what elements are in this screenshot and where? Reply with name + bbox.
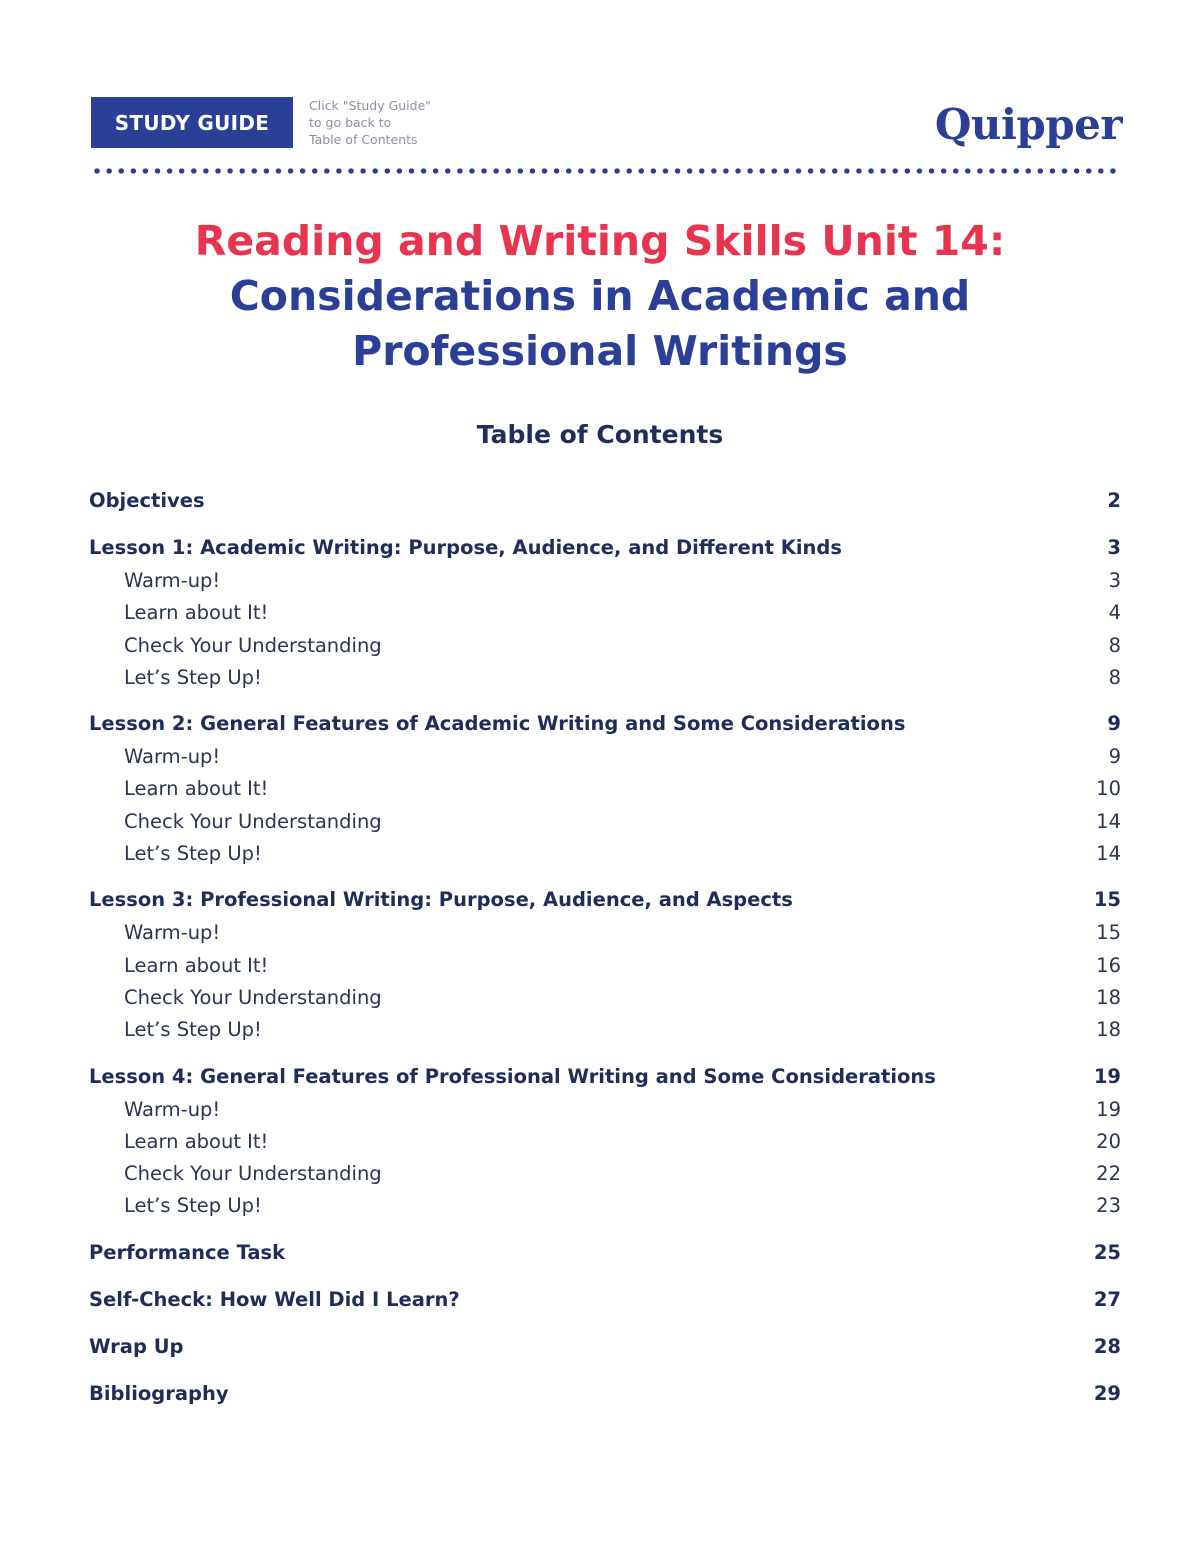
toc-entry-label: Lesson 3: Professional Writing: Purpose, Audience, and Aspects — [89, 888, 793, 912]
toc-entry-label: Lesson 4: General Features of Professional Writing and Some Considerations — [89, 1064, 936, 1088]
toc-gap — [89, 1047, 1121, 1060]
toc-entry-page: 8 — [1108, 665, 1121, 689]
toc-entry-label: Warm-up! — [124, 921, 221, 945]
toc-entry[interactable] — [89, 1060, 1121, 1094]
toc-entry-page: 19 — [1093, 1064, 1121, 1088]
quipper-logo: Quipper — [934, 100, 1122, 149]
toc-entry-page: 3 — [1107, 536, 1121, 559]
toc-subentry[interactable] — [89, 565, 1121, 597]
toc-subentry[interactable] — [89, 917, 1121, 949]
toc-entry-label: Performance Task — [89, 1240, 286, 1264]
toc-gap — [89, 1223, 1121, 1236]
toc-entry-label: Check Your Understanding — [124, 633, 382, 657]
toc-entry-label: Learn about It! — [124, 1129, 269, 1153]
toc-entry-page: 15 — [1096, 921, 1121, 945]
toc-entry-page: 9 — [1107, 712, 1121, 736]
toc-subentry[interactable] — [89, 982, 1121, 1014]
study-guide-hint — [309, 97, 479, 148]
toc-entry[interactable] — [89, 484, 1121, 518]
study-guide-button[interactable]: STUDY GUIDE — [91, 97, 293, 148]
page-title — [0, 214, 1200, 379]
toc-subentry[interactable] — [89, 950, 1121, 982]
toc-gap — [89, 870, 1121, 883]
toc-entry[interactable] — [89, 883, 1121, 917]
toc-gap — [89, 1317, 1121, 1330]
toc-entry-label: Learn about It! — [124, 953, 269, 977]
toc-gap — [89, 694, 1121, 707]
dotted-divider — [91, 168, 1122, 174]
toc-entry-page: 4 — [1108, 601, 1121, 625]
toc-heading: Table of Contents — [476, 420, 724, 449]
toc-entry-label: Objectives — [89, 489, 205, 512]
toc-entry-label: Self-Check: How Well Did I Learn? — [89, 1287, 460, 1311]
toc-entry-page: 22 — [1096, 1162, 1121, 1186]
toc-entry-label: Check Your Understanding — [124, 985, 382, 1009]
toc-subentry[interactable] — [89, 1126, 1121, 1158]
toc-entry-label: Let’s Step Up! — [124, 665, 262, 689]
title-line-2: Considerations in Academic and — [229, 272, 971, 320]
hint-line: Table of Contents — [309, 132, 418, 147]
toc-subentry[interactable] — [89, 838, 1121, 870]
toc-entry-label: Let’s Step Up! — [124, 1194, 262, 1218]
toc-entry-page: 18 — [1096, 985, 1121, 1009]
toc-subentry[interactable] — [89, 662, 1121, 694]
toc-entry-page: 8 — [1108, 633, 1121, 657]
toc-entry-page: 15 — [1093, 888, 1121, 912]
toc-entry-page: 14 — [1096, 842, 1121, 866]
toc-entry-page: 25 — [1093, 1240, 1121, 1264]
toc-entry-label: Warm-up! — [124, 1097, 221, 1121]
toc-entry-page: 14 — [1096, 809, 1121, 833]
table-of-contents — [89, 484, 1121, 1411]
toc-subentry[interactable] — [89, 1014, 1121, 1046]
toc-entry-page: 2 — [1107, 489, 1121, 512]
toc-entry-page: 16 — [1096, 953, 1121, 977]
toc-subentry[interactable] — [89, 630, 1121, 662]
toc-entry-label: Wrap Up — [89, 1334, 184, 1358]
toc-entry-page: 18 — [1096, 1018, 1121, 1042]
toc-entry-page: 27 — [1093, 1287, 1121, 1311]
toc-subentry[interactable] — [89, 1190, 1121, 1222]
toc-entry-label: Learn about It! — [124, 601, 269, 625]
toc-entry[interactable] — [89, 1283, 1121, 1317]
hint-line: to go back to — [309, 115, 392, 130]
toc-entry-label: Warm-up! — [124, 745, 221, 769]
toc-entry[interactable] — [89, 1377, 1121, 1411]
toc-entry-page: 3 — [1108, 569, 1121, 592]
toc-entry-label: Warm-up! — [124, 569, 221, 592]
toc-entry-label: Let’s Step Up! — [124, 842, 262, 866]
toc-subentry[interactable] — [89, 741, 1121, 773]
toc-gap — [89, 1270, 1121, 1283]
toc-subentry[interactable] — [89, 773, 1121, 805]
toc-entry-page: 28 — [1093, 1334, 1121, 1358]
toc-entry-label: Check Your Understanding — [124, 809, 382, 833]
toc-gap — [89, 1364, 1121, 1377]
toc-subentry[interactable] — [89, 806, 1121, 838]
toc-subentry[interactable] — [89, 1158, 1121, 1190]
toc-subentry[interactable] — [89, 597, 1121, 629]
toc-entry[interactable] — [89, 1330, 1121, 1364]
toc-entry-label: Lesson 2: General Features of Academic Writing and Some Considerations — [89, 712, 906, 736]
toc-entry[interactable] — [89, 531, 1121, 565]
toc-entry[interactable] — [89, 707, 1121, 741]
toc-entry-page: 19 — [1096, 1097, 1121, 1121]
toc-entry-label: Learn about It! — [124, 777, 269, 801]
toc-subentry[interactable] — [89, 1094, 1121, 1126]
page-header — [91, 97, 1122, 153]
toc-entry-label: Let’s Step Up! — [124, 1018, 262, 1042]
toc-entry[interactable] — [89, 1236, 1121, 1270]
toc-entry-page: 23 — [1096, 1194, 1121, 1218]
toc-entry-label: Lesson 1: Academic Writing: Purpose, Audience, and Different Kinds — [89, 536, 842, 559]
toc-gap — [89, 518, 1121, 531]
toc-entry-page: 10 — [1096, 777, 1121, 801]
toc-entry-page: 20 — [1096, 1129, 1121, 1153]
toc-entry-label: Check Your Understanding — [124, 1162, 382, 1186]
toc-entry-page: 29 — [1093, 1381, 1121, 1405]
title-line-1: Reading and Writing Skills Unit 14: — [194, 217, 1006, 265]
title-line-3: Professional Writings — [352, 327, 848, 375]
hint-line: Click "Study Guide" — [309, 98, 432, 113]
toc-entry-page: 9 — [1108, 745, 1121, 769]
toc-entry-label: Bibliography — [89, 1381, 229, 1405]
